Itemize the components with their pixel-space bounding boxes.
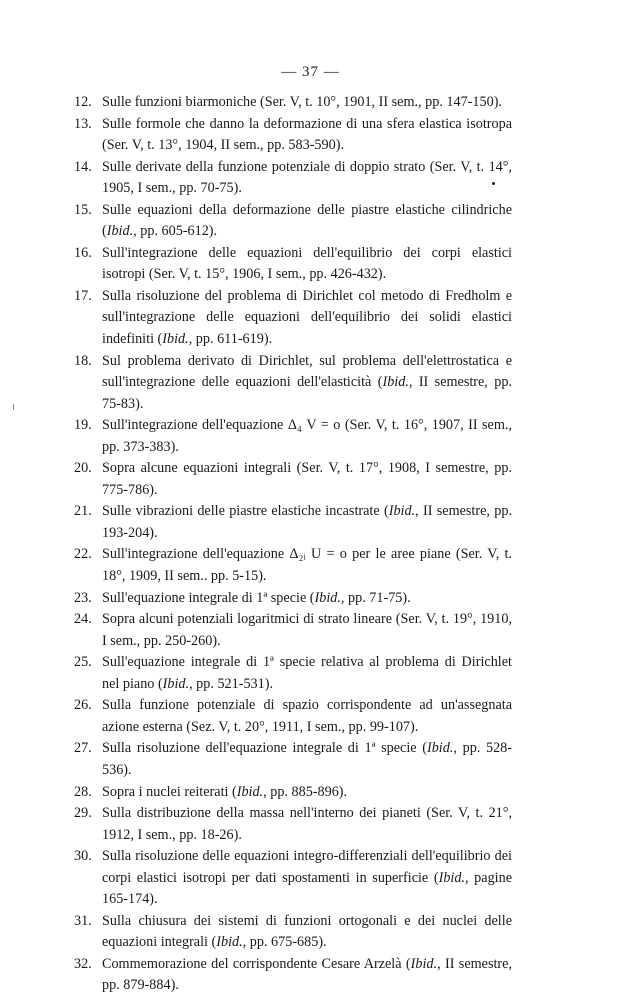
- list-item: [74, 200, 512, 243]
- ink-speck: [492, 182, 495, 185]
- entry-number: 14.: [74, 158, 92, 175]
- entry-text: Sull'integrazione delle equazioni dell'equilibrio dei corpi elastici isotropi (Ser. V, t. 15°, 1906, I sem., pp. 426-432).: [102, 244, 512, 283]
- entry-text: Sulle vibrazioni delle piastre elastiche incastrate (Ibid., II semestre, pp. 193-204).: [102, 503, 513, 541]
- list-item: [74, 544, 512, 587]
- list-item: [74, 954, 512, 997]
- list-item: [74, 609, 512, 652]
- entry-number: 17.: [74, 287, 92, 304]
- entry-text: Sull'equazione integrale di 1ª specie relativa al problema di Dirichlet nel piano (Ibid., pp. 521-531).: [102, 654, 512, 692]
- bibliography-list: [74, 92, 512, 997]
- entry-number: 12.: [74, 94, 92, 110]
- list-item: [74, 738, 512, 781]
- entry-text: Sul problema derivato di Dirichlet, sul problema dell'elettrostatica e sull'integrazione delle equazioni dell'elasticità (Ibid., II semestre, pp. 75-83).: [102, 352, 512, 412]
- entry-number: 23.: [74, 589, 92, 606]
- entry-number: 26.: [74, 697, 92, 714]
- entry-text: Sull'equazione integrale di 1ª specie (Ibid., pp. 71-75).: [102, 589, 411, 606]
- list-item: [74, 351, 512, 416]
- list-item: [74, 782, 512, 804]
- entry-number: 18.: [74, 352, 92, 369]
- entry-text: Sull'integrazione dell'equazione Δ₂ᵢ U = o per le aree piane (Ser. V, t. 18°, 1909, II sem.. pp. 5-15).: [102, 546, 512, 585]
- entry-text: Sulla risoluzione delle equazioni integro-differenziali dell'equilibrio dei corpi elastici isotropi per dati spostamenti in superficie (Ibid., pagine 165-174).: [102, 848, 512, 908]
- entry-number: 27.: [74, 740, 92, 757]
- list-item: [74, 243, 512, 286]
- entry-text: Sulla risoluzione del problema di Dirichlet col metodo di Fredholm e sull'integrazione delle equazioni dell'equilibrio dei solidi elastici indefiniti (Ibid., pp. 611-619).: [102, 287, 512, 348]
- entry-text: Sopra alcune equazioni integrali (Ser. V, t. 17°, 1908, I semestre, pp. 775-786).: [102, 460, 512, 498]
- margin-mark: [13, 404, 14, 410]
- entry-number: 19.: [74, 417, 92, 434]
- entry-text: Sulla risoluzione dell'equazione integrale di 1ª specie (Ibid., pp. 528-536).: [102, 740, 512, 778]
- entry-text: Sulla distribuzione della massa nell'interno dei pianeti (Ser. V, t. 21°, 1912, I sem., pp. 18-26).: [102, 805, 512, 843]
- entry-text: Sopra alcuni potenziali logaritmici di strato lineare (Ser. V, t. 19°, 1910, I sem., pp. 250-260).: [102, 611, 512, 649]
- entry-number: 22.: [74, 546, 92, 563]
- entry-text: Sulla chiusura dei sistemi di funzioni ortogonali e dei nuclei delle equazioni integrali (Ibid., pp. 675-685).: [102, 912, 512, 951]
- list-item: [74, 652, 512, 695]
- list-item: [74, 846, 512, 911]
- list-item: [74, 286, 512, 351]
- list-item: [74, 92, 512, 114]
- entry-text: Sopra i nuclei reiterati (Ibid., pp. 885-896).: [102, 783, 348, 800]
- entry-text: Sulle equazioni della deformazione delle piastre elastiche cilindriche (Ibid., pp. 605-612).: [102, 201, 512, 240]
- entry-number: 30.: [74, 848, 92, 865]
- entry-number: 32.: [74, 955, 92, 972]
- list-item: [74, 501, 512, 544]
- entry-number: 28.: [74, 783, 92, 800]
- entry-number: 15.: [74, 201, 92, 218]
- page-number: — 37 —: [281, 64, 340, 80]
- entry-text: Sull'integrazione dell'equazione Δ₄ V = o (Ser. V, t. 16°, 1907, II sem., pp. 373-383).: [102, 417, 512, 455]
- entry-text: Sulle derivate della funzione potenziale di doppio strato (Ser. V, t. 14°, 1905, I sem., pp. 70-75).: [102, 158, 512, 197]
- entry-number: 31.: [74, 912, 92, 929]
- entry-number: 16.: [74, 244, 92, 261]
- entry-number: 24.: [74, 611, 92, 628]
- entry-text: Sulle funzioni biarmoniche (Ser. V, t. 10°, 1901, II sem., pp. 147-150).: [102, 94, 502, 110]
- list-item: [74, 695, 512, 738]
- entry-number: 20.: [74, 460, 92, 477]
- entry-text: Sulle formole che danno la deformazione di una sfera elastica isotropa (Ser. V, t. 13°, 1904, II sem., pp. 583-590).: [102, 115, 512, 154]
- entry-number: 25.: [74, 654, 92, 671]
- entry-number: 21.: [74, 503, 92, 520]
- list-item: [74, 157, 512, 200]
- list-item: [74, 114, 512, 157]
- list-item: [74, 458, 512, 501]
- entry-number: 29.: [74, 805, 92, 822]
- list-item: [74, 911, 512, 954]
- list-item: [74, 415, 512, 458]
- list-item: [74, 588, 512, 610]
- entry-number: 13.: [74, 115, 92, 132]
- entry-text: Sulla funzione potenziale di spazio corrispondente ad un'assegnata azione esterna (Sez. V, t. 20°, 1911, I sem., pp. 99-107).: [102, 697, 512, 735]
- entry-text: Commemorazione del corrispondente Cesare Arzelà (Ibid., II semestre, pp. 879-884).: [102, 955, 512, 994]
- list-item: [74, 803, 512, 846]
